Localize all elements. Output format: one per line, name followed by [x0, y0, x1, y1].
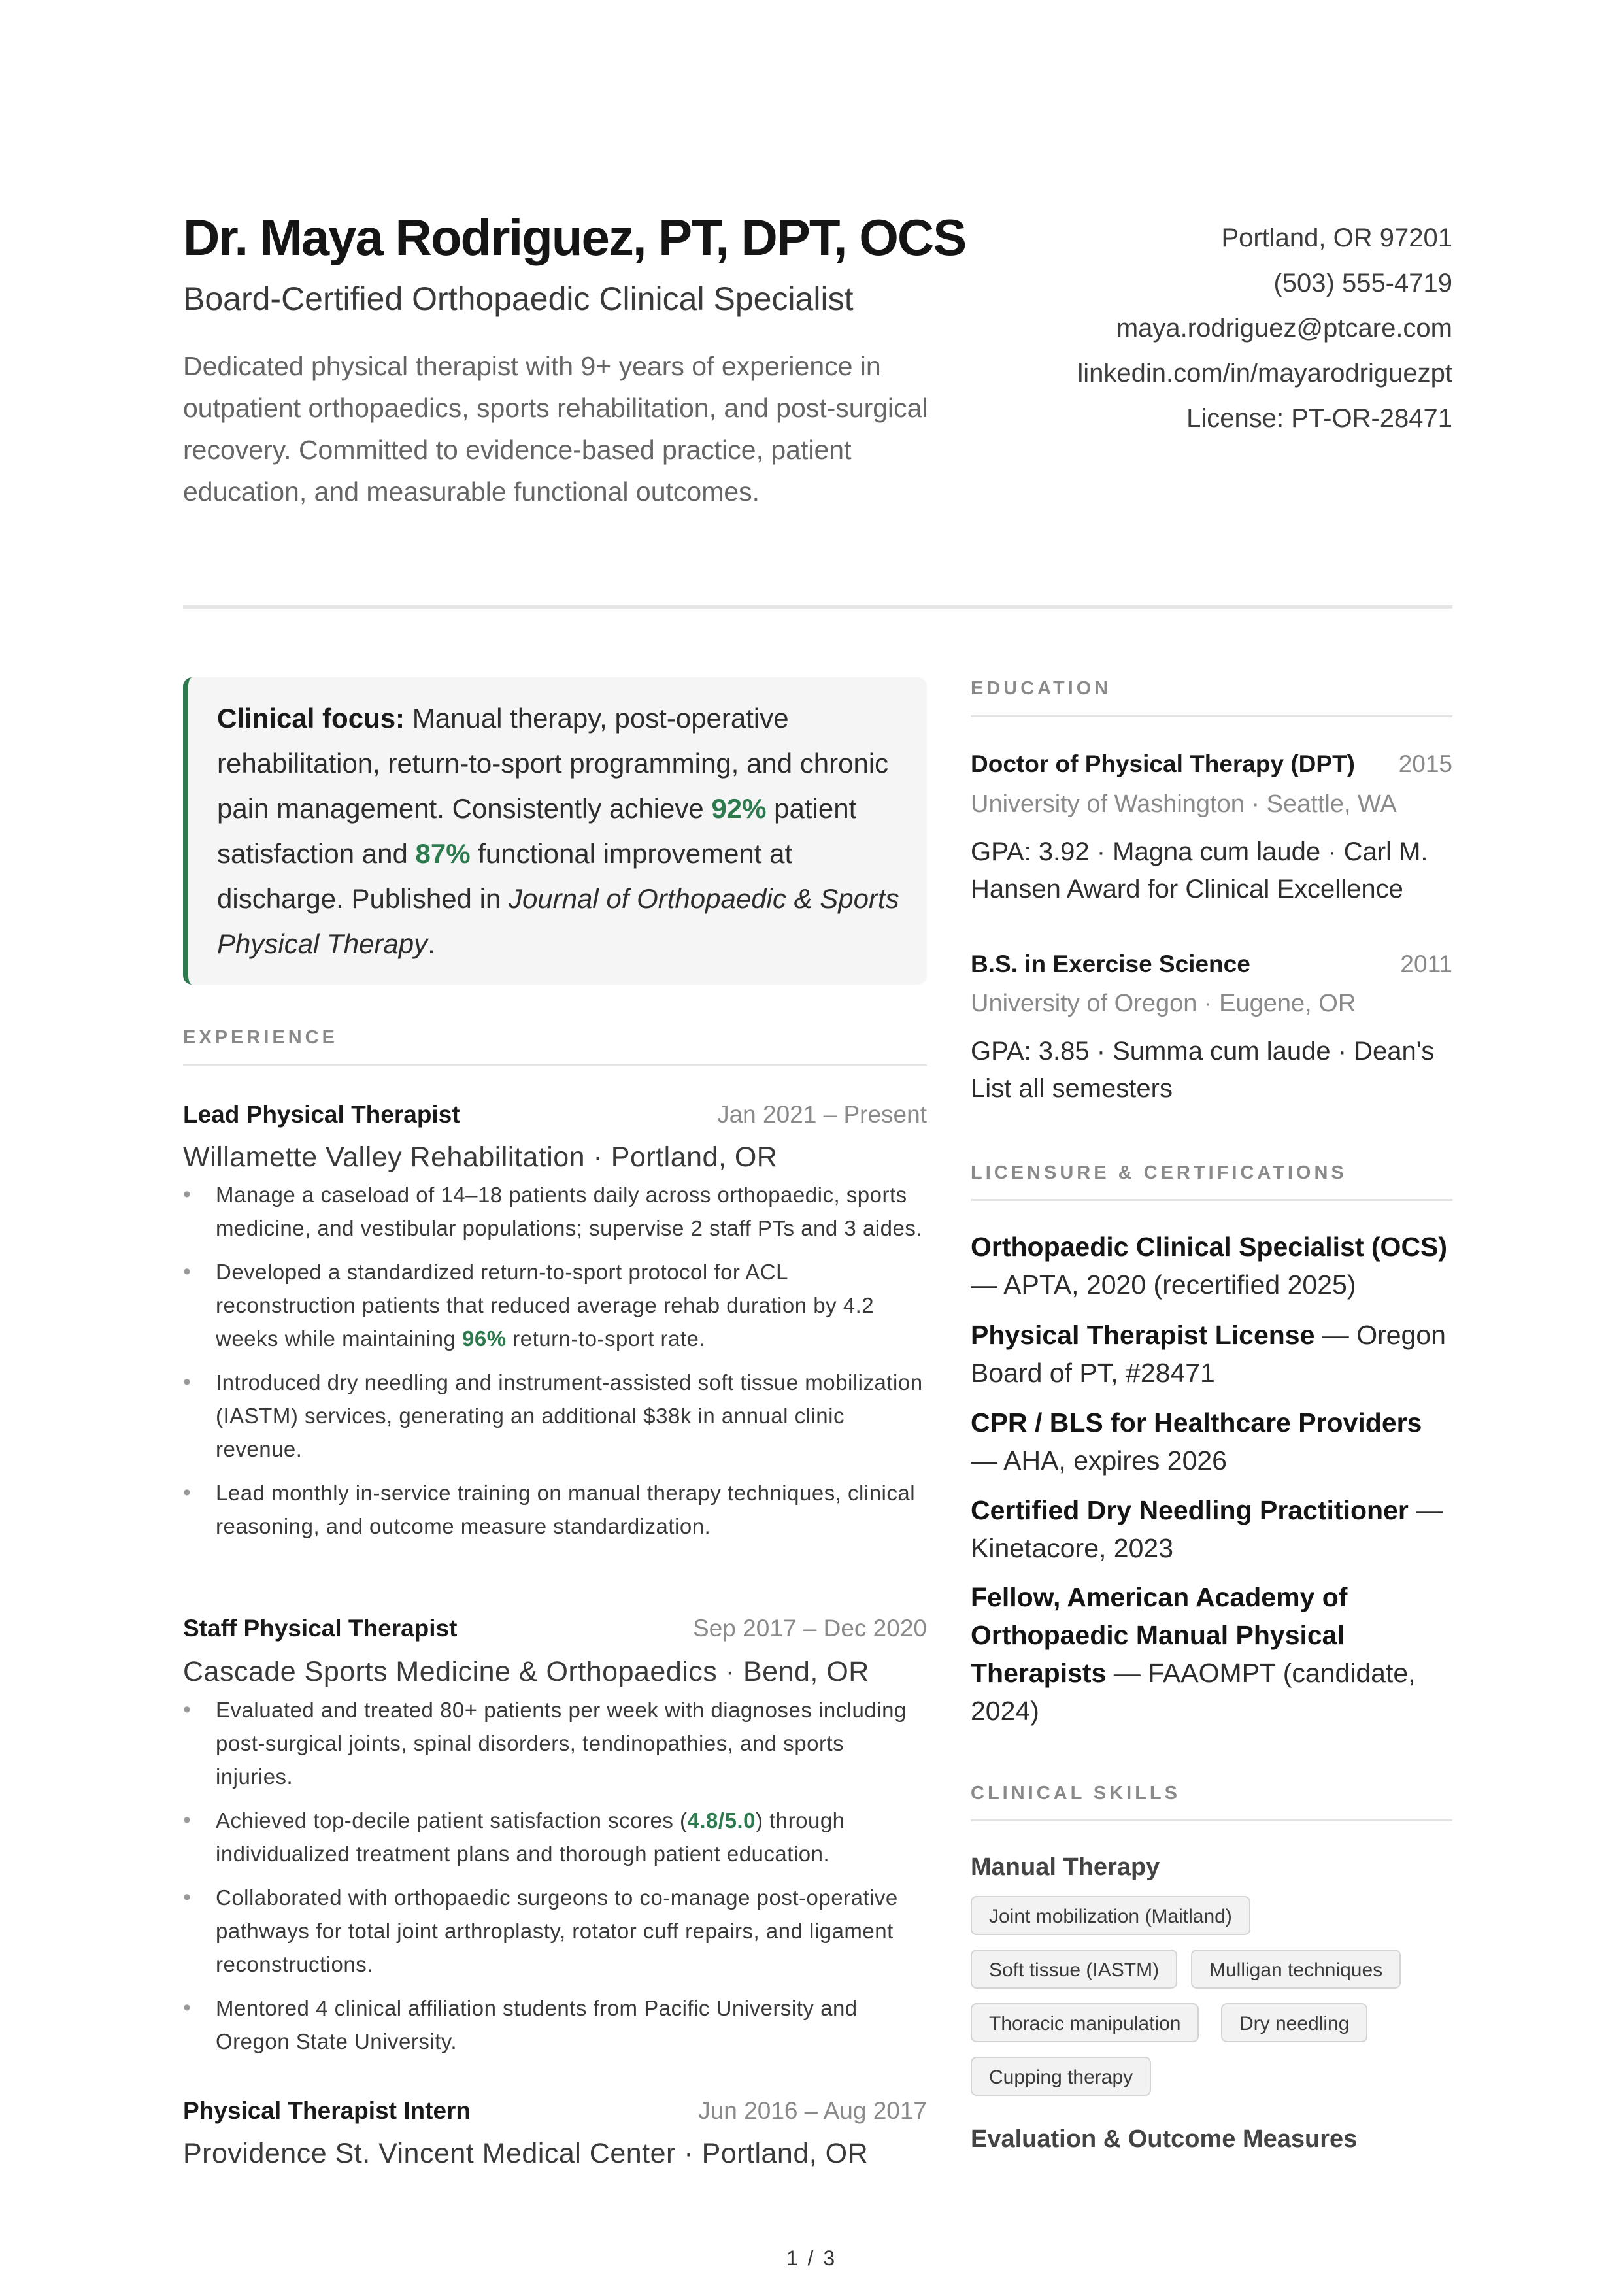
- certification-item: Certified Dry Needling Practitioner — Kinetacore, 2023: [971, 1495, 1443, 1563]
- degree-name: B.S. in Exercise Science: [971, 951, 1250, 977]
- bullet-item: • Developed a standardized return-to-sport protocol for ACL reconstruction patients that reduced average rehab duration by 4.2 weeks while maintaining 96% return-to-sport rate.: [183, 1255, 927, 1355]
- skill-chip: Mulligan techniques: [1191, 1950, 1401, 1989]
- certification-item: Orthopaedic Clinical Specialist (OCS) — APTA, 2020 (recertified 2025): [971, 1232, 1448, 1300]
- contact-email[interactable]: maya.rodriguez@ptcare.com: [1116, 314, 1452, 343]
- stat-satisfaction: 92%: [711, 793, 767, 824]
- degree-details: GPA: 3.85 · Summa cum laude · Dean's List all semesters: [971, 1037, 1435, 1103]
- bullet-item: • Lead monthly in-service training on manual therapy techniques, clinical reasoning, and outcome measure standardization.: [183, 1476, 927, 1543]
- job-organization: Cascade Sports Medicine & Orthopaedics · Bend, OR: [183, 1656, 869, 1687]
- contact-linkedin[interactable]: linkedin.com/in/mayarodriguezpt: [1077, 359, 1452, 388]
- bullet-dot-icon: •: [183, 1885, 192, 1910]
- certifications-divider: [971, 1199, 1452, 1201]
- contact-location: Portland, OR 97201: [1221, 224, 1452, 252]
- bullet-item: • Mentored 4 clinical affiliation students from Pacific University and Oregon State University.: [183, 1991, 927, 2058]
- clinical-focus-box: [183, 677, 927, 985]
- certification-item: Fellow, American Academy of Orthopaedic Manual Physical Therapists — FAAOMPT (candidate, 2024): [971, 1582, 1416, 1726]
- job-organization: Willamette Valley Rehabilitation · Portland, OR: [183, 1141, 778, 1173]
- contact-phone: (503) 555-4719: [1273, 269, 1452, 297]
- job-title: Staff Physical Therapist: [183, 1615, 458, 1642]
- skill-chip: Cupping therapy: [971, 2057, 1151, 2096]
- skill-chip: Thoracic manipulation: [971, 2003, 1199, 2042]
- stat-return-to-sport: 96%: [462, 1326, 507, 1351]
- contact-license: License: PT-OR-28471: [1186, 404, 1452, 433]
- skill-group-name: Evaluation & Outcome Measures: [971, 2125, 1358, 2153]
- degree-name: Doctor of Physical Therapy (DPT): [971, 751, 1355, 777]
- stat-functional-improvement: 87%: [415, 838, 471, 869]
- school-name: University of Washington · Seattle, WA: [971, 790, 1397, 818]
- journal-name: Journal of Orthopaedic & Sports Physical Therapy: [217, 883, 899, 959]
- bullet-dot-icon: •: [183, 1370, 192, 1394]
- page-number: 1 / 3: [786, 2246, 837, 2270]
- degree-details: GPA: 3.92 · Magna cum laude · Carl M. Hansen Award for Clinical Excellence: [971, 837, 1428, 903]
- job-title: Lead Physical Therapist: [183, 1101, 460, 1128]
- skills-divider: [971, 1819, 1452, 1821]
- job-organization: Providence St. Vincent Medical Center · Portland, OR: [183, 2138, 869, 2169]
- certification-name: Physical Therapist License: [971, 1320, 1315, 1350]
- experience-heading: EXPERIENCE: [183, 1027, 338, 1048]
- skill-group-name: Manual Therapy: [971, 1853, 1160, 1881]
- job-bullets: [183, 1693, 927, 2068]
- job-dates: Jan 2021 – Present: [717, 1101, 927, 1128]
- bullet-item: • Introduced dry needling and instrument-assisted soft tissue mobilization (IASTM) services, generating an additional $38k in annual clinic revenue.: [183, 1366, 927, 1466]
- experience-divider: [183, 1064, 927, 1066]
- certifications-heading: LICENSURE & CERTIFICATIONS: [971, 1162, 1347, 1183]
- bullet-item: • Collaborated with orthopaedic surgeons to co-manage post-operative pathways for total joint arthroplasty, rotator cuff repairs, and ligament reconstructions.: [183, 1881, 927, 1981]
- certification-name: Fellow, American Academy of Orthopaedic Manual Physical Therapists: [971, 1582, 1348, 1688]
- professional-title: Board-Certified Orthopaedic Clinical Specialist: [183, 280, 854, 317]
- job-dates: Sep 2017 – Dec 2020: [693, 1615, 927, 1642]
- bullet-item: • Evaluated and treated 80+ patients per week with diagnoses including post-surgical joints, spinal disorders, tendinopathies, and sports injuries.: [183, 1693, 927, 1793]
- bullet-item: • Manage a caseload of 14–18 patients daily across orthopaedic, sports medicine, and vestibular populations; supervise 2 staff PTs and 3 aides.: [183, 1178, 927, 1245]
- skill-chip: Dry needling: [1221, 2003, 1367, 2042]
- bullet-dot-icon: •: [183, 1182, 192, 1207]
- job-dates: Jun 2016 – Aug 2017: [698, 2097, 927, 2124]
- clinical-focus-text: Clinical focus: Manual therapy, post-operative rehabilitation, return-to-sport programming, and chronic pain management. Consistently achieve 92% patient satisfaction and 87% functional improvement at discharge. Published in Journal of Orthopaedic & Sports Physical Therapy.: [217, 703, 899, 959]
- job-bullets: [183, 1178, 927, 1553]
- bullet-dot-icon: •: [183, 1808, 192, 1832]
- certification-name: Certified Dry Needling Practitioner: [971, 1495, 1409, 1525]
- candidate-name: Dr. Maya Rodriguez, PT, DPT, OCS: [183, 209, 966, 266]
- certification-item: Physical Therapist License — Oregon Board of PT, #28471: [971, 1320, 1446, 1388]
- certification-item: CPR / BLS for Healthcare Providers — AHA, expires 2026: [971, 1408, 1422, 1476]
- contact-block: [1077, 216, 1452, 441]
- bullet-item: • Achieved top-decile patient satisfaction scores (4.8/5.0) through individualized treatment plans and thorough patient education.: [183, 1804, 927, 1870]
- bullet-dot-icon: •: [183, 1697, 192, 1722]
- header-divider: [183, 605, 1452, 609]
- bullet-dot-icon: •: [183, 1259, 192, 1284]
- skill-chip: Soft tissue (IASTM): [971, 1950, 1177, 1989]
- bullet-dot-icon: •: [183, 1995, 192, 2020]
- degree-year: 2011: [1400, 951, 1452, 977]
- skills-heading: CLINICAL SKILLS: [971, 1783, 1180, 1804]
- education-divider: [971, 715, 1452, 717]
- education-heading: EDUCATION: [971, 678, 1112, 699]
- job-title: Physical Therapist Intern: [183, 2097, 471, 2124]
- school-name: University of Oregon · Eugene, OR: [971, 990, 1356, 1017]
- bullet-dot-icon: •: [183, 1480, 192, 1505]
- stat-satisfaction-score: 4.8/5.0: [687, 1808, 756, 1832]
- certification-name: CPR / BLS for Healthcare Providers: [971, 1408, 1422, 1438]
- clinical-focus-label: Clinical focus:: [217, 703, 405, 734]
- degree-year: 2015: [1398, 751, 1452, 777]
- skill-chip: Joint mobilization (Maitland): [971, 1896, 1250, 1935]
- certification-name: Orthopaedic Clinical Specialist (OCS): [971, 1232, 1448, 1262]
- summary: Dedicated physical therapist with 9+ years of experience in outpatient orthopaedics, sports rehabilitation, and post-surgical recovery. Committed to evidence-based practice, patient education, and measurable functional outcomes.: [183, 351, 928, 507]
